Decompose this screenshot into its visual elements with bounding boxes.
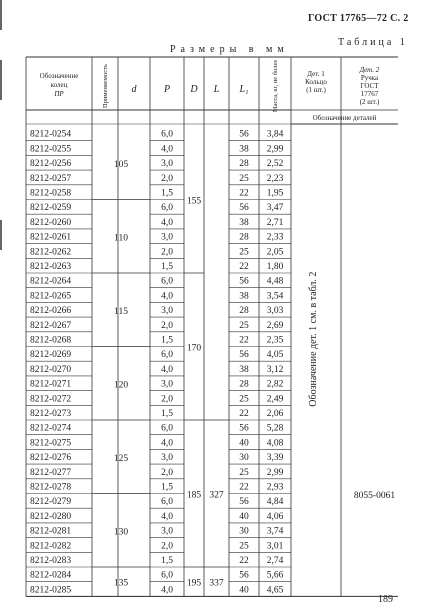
row-mass: 2,05 xyxy=(266,247,284,258)
header-L1: L₁ xyxy=(239,84,249,95)
row-code: 8212-0257 xyxy=(30,173,72,184)
row-L1: 28 xyxy=(239,306,249,317)
page-number: 189 xyxy=(378,594,393,605)
row-P: 2,0 xyxy=(161,394,173,405)
row-mass: 4,05 xyxy=(266,350,284,361)
row-mass: 3,84 xyxy=(266,129,284,140)
row-code: 8212-0280 xyxy=(30,511,72,522)
row-mass: 2,71 xyxy=(266,217,284,228)
row-mass: 3,01 xyxy=(266,541,284,552)
group-d: 115 xyxy=(114,306,128,317)
header-det2: ГОСТ xyxy=(360,82,379,90)
row-L1: 22 xyxy=(239,409,249,419)
row-L1: 22 xyxy=(239,556,249,566)
group-D: 170 xyxy=(186,343,202,354)
row-mass: 3,03 xyxy=(266,306,284,317)
row-L1: 40 xyxy=(239,585,249,596)
row-mass: 2,69 xyxy=(266,320,284,331)
row-L1: 22 xyxy=(239,188,249,199)
row-code: 8212-0277 xyxy=(30,467,72,478)
row-mass: 1,95 xyxy=(266,188,284,199)
row-code: 8212-0270 xyxy=(30,364,72,375)
row-mass: 4,84 xyxy=(266,497,284,508)
row-mass: 2,35 xyxy=(266,335,284,346)
row-code: 8212-0267 xyxy=(30,320,72,331)
row-L1: 28 xyxy=(239,232,249,243)
header-det1: (1 шт.) xyxy=(306,86,326,94)
group-D: 195 xyxy=(186,578,202,589)
row-P: 4,0 xyxy=(161,438,173,449)
det2-value: 8055-0061 xyxy=(353,490,396,501)
row-L1: 40 xyxy=(239,511,249,522)
row-L1: 56 xyxy=(239,570,249,581)
header-det1: Кольцо xyxy=(305,78,327,86)
det1-note: Обозначение дет. 1 см. в табл. 2 xyxy=(308,271,319,407)
row-P: 2,0 xyxy=(161,467,173,478)
row-code: 8212-0269 xyxy=(30,350,72,361)
row-P: 6,0 xyxy=(161,497,173,508)
row-P: 6,0 xyxy=(161,423,173,434)
row-code: 8212-0271 xyxy=(30,379,72,390)
row-L1: 56 xyxy=(239,423,249,434)
row-code: 8212-0278 xyxy=(30,482,72,493)
header-det2: 17767 xyxy=(360,90,379,98)
row-mass: 2,99 xyxy=(266,467,284,478)
group-d: 125 xyxy=(113,453,129,464)
row-L1: 56 xyxy=(239,276,249,287)
row-L1: 38 xyxy=(239,144,249,155)
row-P: 2,0 xyxy=(161,247,173,258)
row-L1: 25 xyxy=(239,247,249,258)
row-L1: 38 xyxy=(239,364,249,375)
row-code: 8212-0276 xyxy=(30,453,72,464)
group-D: 155 xyxy=(186,196,202,207)
row-L1: 30 xyxy=(239,526,249,537)
row-P: 3,0 xyxy=(161,379,173,390)
row-P: 6,0 xyxy=(161,570,173,581)
row-mass: 3,39 xyxy=(266,453,284,464)
row-code: 8212-0285 xyxy=(30,585,72,596)
row-code: 8212-0272 xyxy=(30,394,72,405)
row-P: 1,5 xyxy=(161,482,173,493)
row-code: 8212-0273 xyxy=(30,409,72,419)
header-det2: Дет. 2 xyxy=(359,66,380,74)
row-mass: 3,74 xyxy=(266,526,284,537)
header-mass: Масса, кг, не более xyxy=(272,59,279,113)
row-code: 8212-0261 xyxy=(30,232,72,243)
row-mass: 4,48 xyxy=(266,276,284,287)
row-code: 8212-0263 xyxy=(30,262,72,272)
row-mass: 5,28 xyxy=(266,423,284,434)
row-mass: 3,54 xyxy=(266,291,284,302)
row-P: 1,5 xyxy=(161,262,173,272)
row-P: 2,0 xyxy=(161,173,173,184)
header-designation: ПР xyxy=(54,90,64,98)
row-code: 8212-0255 xyxy=(30,144,72,155)
row-L1: 40 xyxy=(239,438,249,449)
row-code: 8212-0262 xyxy=(30,247,72,258)
row-L1: 25 xyxy=(239,541,249,552)
row-P: 3,0 xyxy=(161,453,173,464)
row-code: 8212-0284 xyxy=(30,570,72,581)
row-P: 1,5 xyxy=(161,409,173,419)
row-P: 4,0 xyxy=(161,364,173,375)
row-code: 8212-0275 xyxy=(30,438,72,449)
row-mass: 2,49 xyxy=(266,394,284,405)
row-P: 4,0 xyxy=(161,511,173,522)
header-designation: Обозначение xyxy=(39,72,79,80)
header-det1: Дет. 1 xyxy=(307,70,325,78)
row-L1: 56 xyxy=(239,350,249,361)
row-L1: 22 xyxy=(239,335,249,346)
header-det2: Ручка xyxy=(360,74,379,82)
row-L1: 56 xyxy=(239,203,249,214)
row-L1: 25 xyxy=(239,320,249,331)
group-D: 185 xyxy=(186,490,202,501)
group-d: 130 xyxy=(113,527,129,538)
row-code: 8212-0264 xyxy=(30,276,72,287)
row-P: 1,5 xyxy=(161,335,173,346)
row-P: 4,0 xyxy=(161,585,173,596)
row-code: 8212-0254 xyxy=(30,129,72,140)
row-mass: 2,99 xyxy=(266,144,284,155)
row-mass: 4,06 xyxy=(266,511,284,522)
row-mass: 2,93 xyxy=(266,482,284,493)
header-applicability: Применяемость xyxy=(102,64,109,108)
sizes-caption: Размеры в мм xyxy=(170,44,289,55)
group-d: 135 xyxy=(113,578,129,589)
header-parts-designation: Обозначение деталей xyxy=(312,114,377,122)
row-mass: 5,66 xyxy=(266,570,284,581)
row-P: 3,0 xyxy=(161,232,173,243)
row-mass: 2,74 xyxy=(266,556,284,566)
row-mass: 2,33 xyxy=(266,232,284,243)
row-code: 8212-0283 xyxy=(30,556,72,566)
group-d: 120 xyxy=(113,380,129,391)
row-P: 2,0 xyxy=(161,320,173,331)
group-d: 110 xyxy=(114,233,128,244)
row-mass: 3,12 xyxy=(266,364,284,375)
row-code: 8212-0281 xyxy=(30,526,72,537)
header-L: L xyxy=(213,84,220,95)
row-code: 8212-0256 xyxy=(30,159,72,170)
header-P: P xyxy=(163,84,171,95)
header-D: D xyxy=(190,84,198,95)
table-label: Таблица 1 xyxy=(338,37,408,48)
row-mass: 2,82 xyxy=(266,379,284,390)
group-L: 337 xyxy=(209,578,224,589)
row-mass: 2,06 xyxy=(266,409,284,419)
row-P: 4,0 xyxy=(161,291,173,302)
row-L1: 56 xyxy=(239,497,249,508)
header-d: d xyxy=(131,84,137,95)
row-L1: 28 xyxy=(239,379,249,390)
row-P: 3,0 xyxy=(161,526,173,537)
row-code: 8212-0282 xyxy=(30,541,72,552)
row-mass: 4,08 xyxy=(266,438,284,449)
row-code: 8212-0265 xyxy=(30,291,72,302)
row-mass: 2,23 xyxy=(266,173,284,184)
row-L1: 38 xyxy=(239,291,249,302)
row-P: 3,0 xyxy=(161,306,173,317)
header-designation: колец xyxy=(50,81,68,89)
row-mass: 4,65 xyxy=(266,585,284,596)
row-L1: 38 xyxy=(239,217,249,228)
row-L1: 25 xyxy=(239,467,249,478)
row-P: 1,5 xyxy=(161,188,173,199)
row-L1: 22 xyxy=(239,262,249,272)
row-P: 4,0 xyxy=(161,217,173,228)
row-code: 8212-0266 xyxy=(30,306,72,317)
row-P: 2,0 xyxy=(161,541,173,552)
group-L: 327 xyxy=(209,490,224,501)
row-code: 8212-0260 xyxy=(30,217,72,228)
row-mass: 1,80 xyxy=(266,262,284,272)
row-L1: 56 xyxy=(239,129,249,140)
group-d: 105 xyxy=(113,159,129,170)
row-P: 6,0 xyxy=(161,350,173,361)
standard-number: ГОСТ 17765—72 С. 2 xyxy=(308,13,409,24)
row-L1: 25 xyxy=(239,394,249,405)
row-P: 4,0 xyxy=(161,144,173,155)
row-code: 8212-0259 xyxy=(30,203,72,214)
row-code: 8212-0268 xyxy=(30,335,72,346)
row-mass: 3,47 xyxy=(266,203,284,214)
row-code: 8212-0279 xyxy=(30,497,72,508)
row-P: 1,5 xyxy=(161,556,173,566)
row-P: 6,0 xyxy=(161,203,173,214)
row-code: 8212-0274 xyxy=(30,423,72,434)
row-L1: 30 xyxy=(239,453,249,464)
row-mass: 2,52 xyxy=(266,159,284,170)
row-P: 3,0 xyxy=(161,159,173,170)
row-L1: 25 xyxy=(239,173,249,184)
header-det2: (2 шт.) xyxy=(359,98,380,106)
row-L1: 22 xyxy=(239,482,249,493)
row-L1: 28 xyxy=(239,159,249,170)
row-P: 6,0 xyxy=(161,276,173,287)
row-code: 8212-0258 xyxy=(30,188,72,199)
row-P: 6,0 xyxy=(161,129,173,140)
